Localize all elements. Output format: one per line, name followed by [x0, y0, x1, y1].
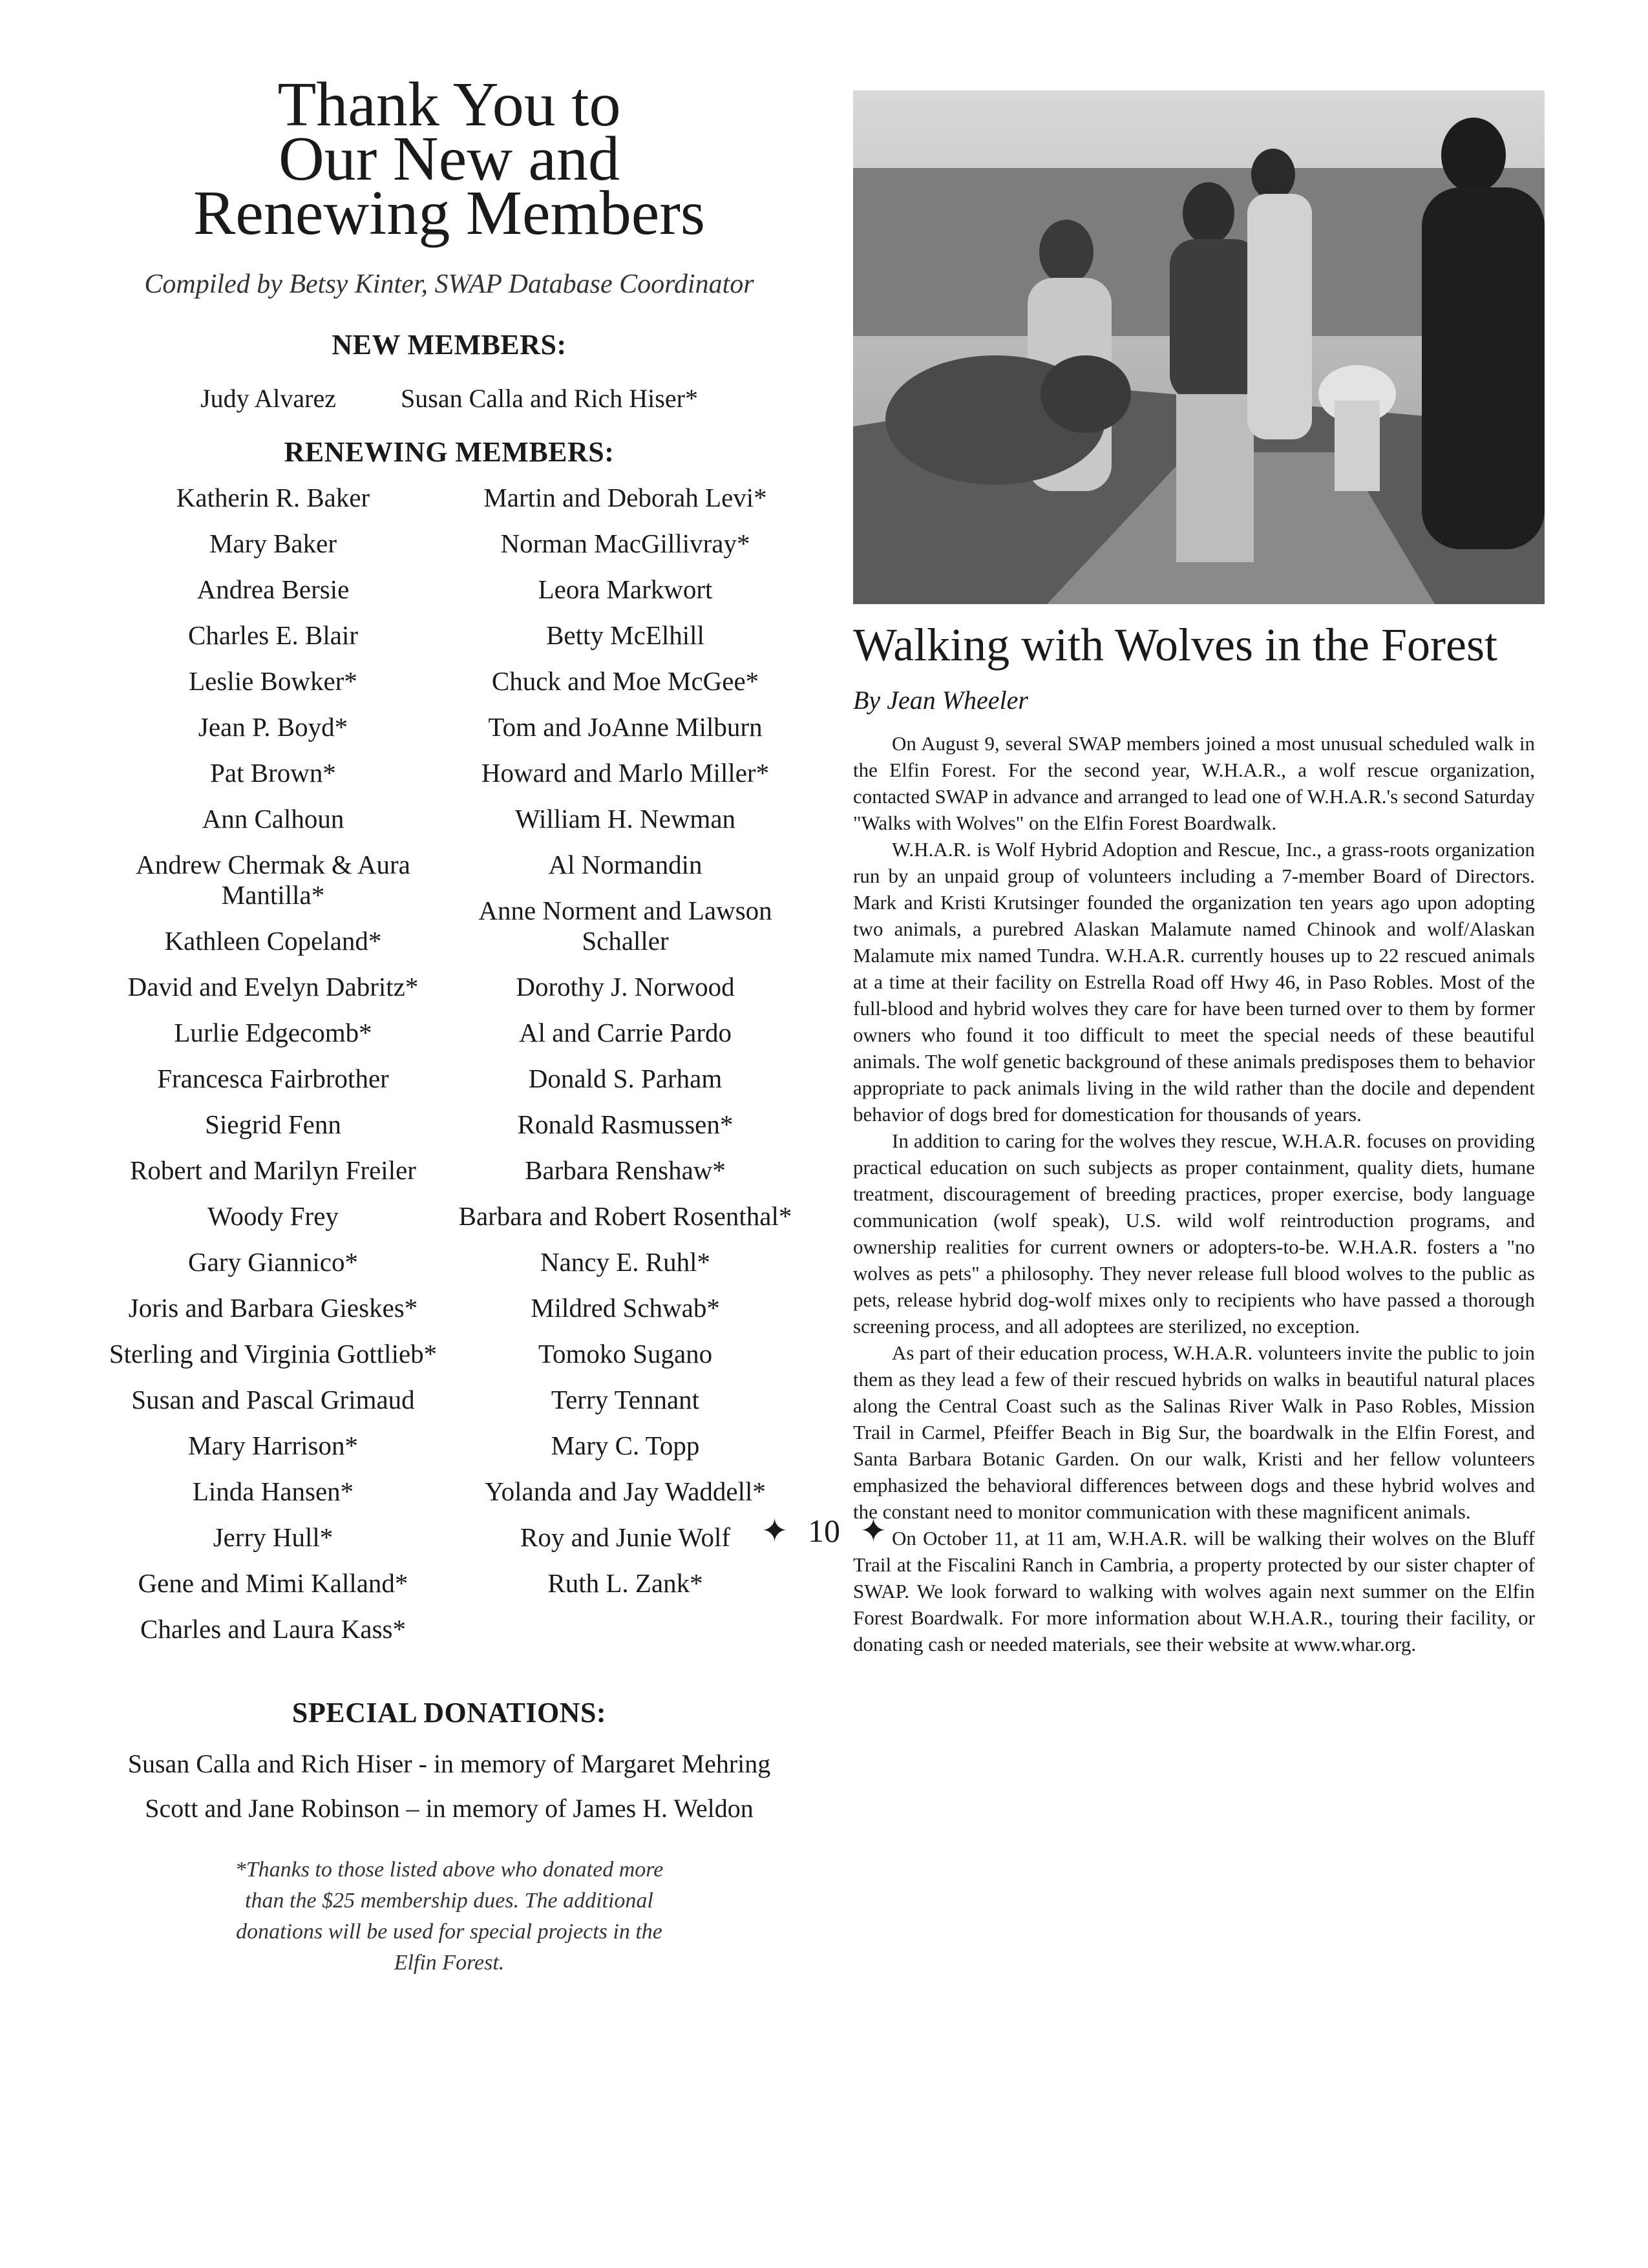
member-name: Susan Calla and Rich Hiser*	[401, 384, 698, 413]
member-name: Chuck and Moe McGee*	[491, 666, 759, 696]
article-title: Walking with Wolves in the Forest	[853, 619, 1497, 671]
article-paragraph: On August 9, several SWAP members joined a most unusual scheduled walk in the Elfin Forest. For the second year, W.H.A.R., a wolf rescue organization, contacted SWAP in advance and arranged to lead one of W.H.A.R.'s second Saturday "Walks with Wolves" on the Elfin Forest Boardwalk.	[853, 732, 1535, 834]
member-name: Jerry Hull*	[213, 1522, 333, 1552]
member-name: Yolanda and Jay Waddell*	[485, 1476, 766, 1506]
member-name: Donald S. Parham	[528, 1064, 723, 1093]
member-name: Susan and Pascal Grimaud	[131, 1385, 415, 1414]
title-line: Our New and	[279, 124, 620, 194]
member-name: Judy Alvarez	[200, 384, 337, 413]
special-donations-heading: SPECIAL DONATIONS:	[291, 1697, 607, 1728]
member-name: Betty McElhill	[546, 620, 704, 650]
member-name: Tomoko Sugano	[538, 1339, 713, 1369]
ornament-icon: ✦	[761, 1513, 788, 1549]
member-name: Gary Giannico*	[188, 1247, 358, 1277]
member-name: Katherin R. Baker	[176, 483, 370, 512]
member-name: Tom and JoAnne Milburn	[488, 712, 763, 742]
member-name: Charles and Laura Kass*	[140, 1614, 406, 1644]
new-members-list	[97, 383, 801, 414]
member-name: Leora Markwort	[538, 574, 713, 604]
member-name: Pat Brown*	[210, 758, 336, 788]
page-footer	[0, 1512, 1648, 1549]
member-name: Ronald Rasmussen*	[517, 1109, 734, 1139]
renewing-column-2	[449, 483, 801, 1660]
donation-footnote: *Thanks to those listed above who donated more than the $25 membership dues. The additional donations will be used for special projects in the Elfin Forest.	[235, 1858, 664, 1975]
member-name: Sterling and Virginia Gottlieb*	[109, 1339, 438, 1369]
member-name: Andrea Bersie	[196, 574, 350, 604]
donation-entry: Susan Calla and Rich Hiser - in memory of Margaret Mehring	[127, 1749, 771, 1778]
page-number: 10	[808, 1513, 840, 1549]
donation-entry: Scott and Jane Robinson – in memory of James H. Weldon	[145, 1794, 754, 1823]
member-name: Robert and Marilyn Freiler	[130, 1155, 416, 1185]
member-name: Barbara Renshaw*	[525, 1155, 726, 1185]
members-column	[97, 70, 801, 1979]
renewing-members-list	[97, 483, 801, 1660]
photo-illustration	[853, 90, 1545, 604]
new-members-heading: NEW MEMBERS:	[332, 329, 567, 361]
member-name: Charles E. Blair	[187, 620, 359, 650]
member-name: Jean P. Boyd*	[198, 712, 348, 742]
member-name: Martin and Deborah Levi*	[483, 483, 767, 512]
member-name: David and Evelyn Dabritz*	[127, 972, 419, 1002]
member-name: Al and Carrie Pardo	[518, 1018, 732, 1047]
article-paragraph: As part of their education process, W.H.A.R. volunteers invite the public to join them as they lead a few of their rescued hybrids on walks in beautiful natural places along the Central Coast such as the Salinas River Walk in Paso Robles, Mission Trail in Carmel, Pfeiffer Beach in Big Sur, the boardwalk in the Elfin Forest, and Santa Barbara Botanic Garden. On our walk, Kristi and her fellow volunteers emphasized the behavioral differences between dogs and these hybrid wolves and the constant need to monitor communication with these magnificent animals.	[853, 1341, 1535, 1523]
member-name: Norman MacGillivray*	[500, 529, 750, 558]
compiled-by: Compiled by Betsy Kinter, SWAP Database Coordinator	[144, 269, 754, 299]
member-name: Anne Norment and Lawson Schaller	[478, 896, 772, 956]
article-byline: By Jean Wheeler	[853, 686, 1028, 715]
member-name: Mary Harrison*	[187, 1431, 359, 1460]
member-name: Linda Hansen*	[192, 1476, 354, 1506]
member-name: Kathleen Copeland*	[164, 926, 382, 956]
renewing-column-1	[97, 483, 449, 1660]
member-name: Nancy E. Ruhl*	[540, 1247, 711, 1277]
member-name: Lurlie Edgecomb*	[174, 1018, 372, 1047]
wolf-walk-photo	[853, 90, 1545, 604]
member-name: Siegrid Fenn	[205, 1109, 341, 1139]
member-name: Roy and Junie Wolf	[520, 1522, 731, 1552]
member-name: Mildred Schwab*	[531, 1293, 720, 1323]
member-name: Mary C. Topp	[551, 1431, 700, 1460]
member-name: Al Normandin	[548, 850, 703, 879]
member-name: Ruth L. Zank*	[547, 1568, 703, 1598]
member-name: Ann Calhoun	[202, 804, 344, 834]
article-paragraph: W.H.A.R. is Wolf Hybrid Adoption and Rescue, Inc., a grass-roots organization run by an unpaid group of volunteers including a 7-member Board of Directors. Mark and Kristi Krutsinger founded the organization ten years ago upon adopting two animals, a purebred Alaskan Malamute named Chinook and wolf/Alaskan Malamute mix named Tundra. W.H.A.R. currently houses up to 22 rescued animals at a time at their facility on Estrella Road off Hwy 46, in Paso Robles. Most of the full-blood and hybrid wolves they care for have been turned over to them by former owners who found it too difficult to meet the special needs of these beautiful animals. The wolf genetic background of these animals predisposes them to behavior appropriate to pack animals living in the wild rather than the docile and dependent behavior of dogs bred for domestication for thousands of years.	[853, 838, 1535, 1126]
article-paragraph: On October 11, at 11 am, W.H.A.R. will be walking their wolves on the Bluff Trail at the Fiscalini Ranch in Cambria, a property protected by our sister chapter of SWAP. We look forward to walking with wolves again next summer on the Elfin Forest Boardwalk. For more information about W.H.A.R., touring their facility, or donating cash or needed materials, see their website at www.whar.org.	[853, 1527, 1535, 1655]
renewing-members-heading: RENEWING MEMBERS:	[284, 436, 615, 468]
member-name: Dorothy J. Norwood	[516, 972, 735, 1002]
member-name: Howard and Marlo Miller*	[481, 758, 770, 788]
member-name: Barbara and Robert Rosenthal*	[458, 1201, 792, 1231]
ornament-icon: ✦	[860, 1513, 887, 1549]
title-line: Renewing Members	[193, 178, 705, 248]
member-name: Woody Frey	[207, 1201, 339, 1231]
title-line: Thank You to	[277, 70, 621, 140]
member-name: Mary Baker	[209, 529, 337, 558]
member-name: Gene and Mimi Kalland*	[138, 1568, 408, 1598]
member-name: Leslie Bowker*	[189, 666, 357, 696]
member-name: Francesca Fairbrother	[157, 1064, 389, 1093]
member-name: Andrew Chermak & Aura Mantilla*	[136, 850, 410, 910]
article-paragraph: In addition to caring for the wolves they rescue, W.H.A.R. focuses on providing practical education on such subjects as proper containment, quality diets, humane treatment, discouragement of breeding practices, proper exercise, body language communication (wolf speak), U.S. wild wolf reintroduction programs, and ownership realities for current owners or adopters-to-be. W.H.A.R. fosters a "no wolves as pets" a philosophy. They never release full blood wolves to the public as pets, release hybrid dog-wolf mixes only to recipients who have passed a thorough screening process, and all adoptees are sterilized, no exception.	[853, 1129, 1535, 1338]
member-name: Joris and Barbara Gieskes*	[128, 1293, 418, 1323]
member-name: Terry Tennant	[551, 1385, 700, 1414]
member-name: William H. Newman	[514, 804, 736, 834]
page-title	[97, 70, 801, 248]
